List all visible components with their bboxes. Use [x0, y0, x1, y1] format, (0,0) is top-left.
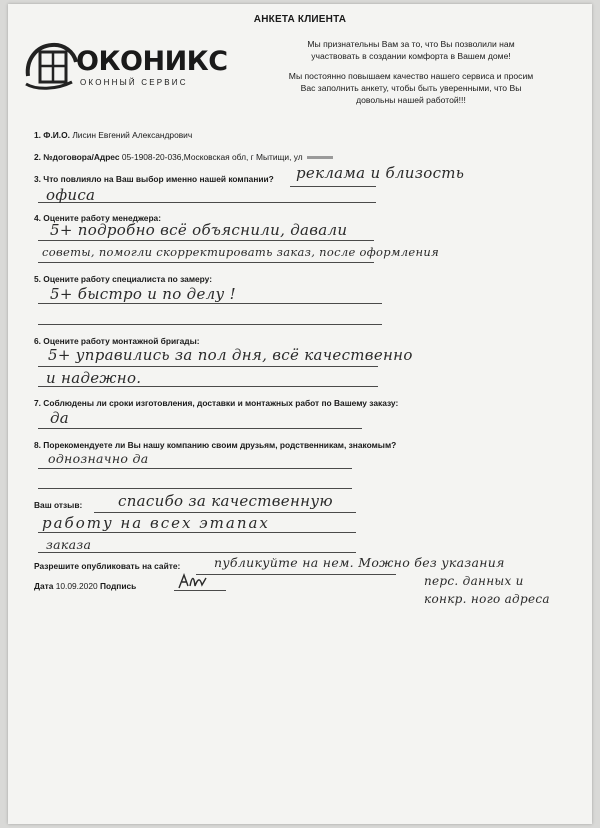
intro-line: Мы признательны Вам за то, что Вы позволили нам — [307, 39, 515, 49]
date-value: 10.09.2020 — [55, 581, 98, 591]
handwritten-answer: 5+ быстро и по делу ! — [50, 285, 236, 303]
question-6-label: 6. Оцените работу монтажной бригады: — [34, 336, 200, 346]
answer-line — [38, 428, 362, 429]
intro-paragraph-2 — [266, 70, 556, 106]
logo-subtitle: ОКОННЫЙ СЕРВИС — [80, 78, 188, 87]
question-1 — [34, 130, 192, 140]
redacted-mark — [307, 156, 333, 159]
handwritten-answer: реклама и близость — [296, 164, 465, 182]
handwritten-answer: да — [50, 409, 70, 427]
answer-line — [196, 574, 396, 575]
question-2-label: 2. №договора/Адрес — [34, 152, 120, 162]
answer-line — [38, 303, 382, 304]
question-8-label: 8. Порекомендуете ли Вы нашу компанию своим друзьям, родственникам, знакомым? — [34, 440, 397, 450]
window-logo-icon — [22, 40, 78, 97]
signature-label: Подпись — [99, 581, 137, 591]
handwritten-answer: 5+ управились за пол дня, всё качественно — [48, 346, 413, 364]
question-1-value: Лисин Евгений Александрович — [72, 130, 193, 140]
handwritten-answer: и надежно. — [46, 369, 142, 387]
intro-line: довольны нашей работой!!! — [356, 95, 466, 105]
question-2 — [34, 152, 333, 162]
intro-line: Мы постоянно повышаем качество нашего сервиса и просим — [288, 71, 534, 81]
intro-line: участвовать в создании комфорта в Вашем доме! — [311, 51, 511, 61]
question-3-label: 3. Что повлияло на Ваш выбор именно нашей компании? — [34, 174, 274, 184]
handwritten-answer: советы, помогли скорректировать заказ, после оформления — [42, 245, 439, 259]
answer-line — [38, 324, 382, 325]
logo-wordmark: ОКОНИКС — [76, 46, 228, 77]
question-5-label: 5. Оцените работу специалиста по замеру: — [34, 274, 213, 284]
question-2-value: 05-1908-20-036,Московская обл, г Мытищи, ул — [121, 152, 303, 162]
publish-label: Разрешите опубликовать на сайте: — [34, 561, 181, 571]
form-title: АНКЕТА КЛИЕНТА — [253, 14, 347, 25]
handwritten-answer: перс. данных и — [424, 574, 524, 588]
handwritten-answer: 5+ подробно всё объяснили, давали — [50, 221, 348, 239]
handwritten-answer: спасибо за качественную — [118, 492, 333, 510]
date-label: Дата — [34, 581, 54, 591]
handwritten-answer: однозначно да — [48, 451, 149, 466]
answer-line — [94, 512, 356, 513]
answer-line — [38, 240, 374, 241]
question-4-label: 4. Оцените работу менеджера: — [34, 213, 162, 223]
date-signature-row — [34, 581, 136, 591]
answer-line — [38, 468, 352, 469]
question-1-label: 1. Ф.И.О. — [34, 130, 70, 140]
handwritten-answer: заказа — [46, 537, 92, 552]
handwritten-answer: офиса — [46, 186, 96, 204]
intro-line: Вас заполнить анкету, чтобы быть уверенными, что Вы — [300, 83, 522, 93]
answer-line — [38, 488, 352, 489]
signature-mark — [176, 572, 208, 595]
review-label: Ваш отзыв: — [34, 500, 83, 510]
intro-paragraph-1 — [266, 38, 556, 62]
form-sheet — [8, 4, 592, 824]
question-7-label: 7. Соблюдены ли сроки изготовления, доставки и монтажных работ по Вашему заказу: — [34, 398, 399, 408]
answer-line — [290, 186, 376, 187]
handwritten-answer: работу на всех этапах — [42, 514, 270, 532]
handwritten-answer: публикуйте на нем. Можно без указания — [214, 555, 505, 570]
answer-line — [38, 552, 356, 553]
answer-line — [38, 262, 374, 263]
answer-line — [38, 532, 356, 533]
handwritten-answer: конкр. ного адреса — [424, 592, 550, 606]
answer-line — [38, 366, 378, 367]
